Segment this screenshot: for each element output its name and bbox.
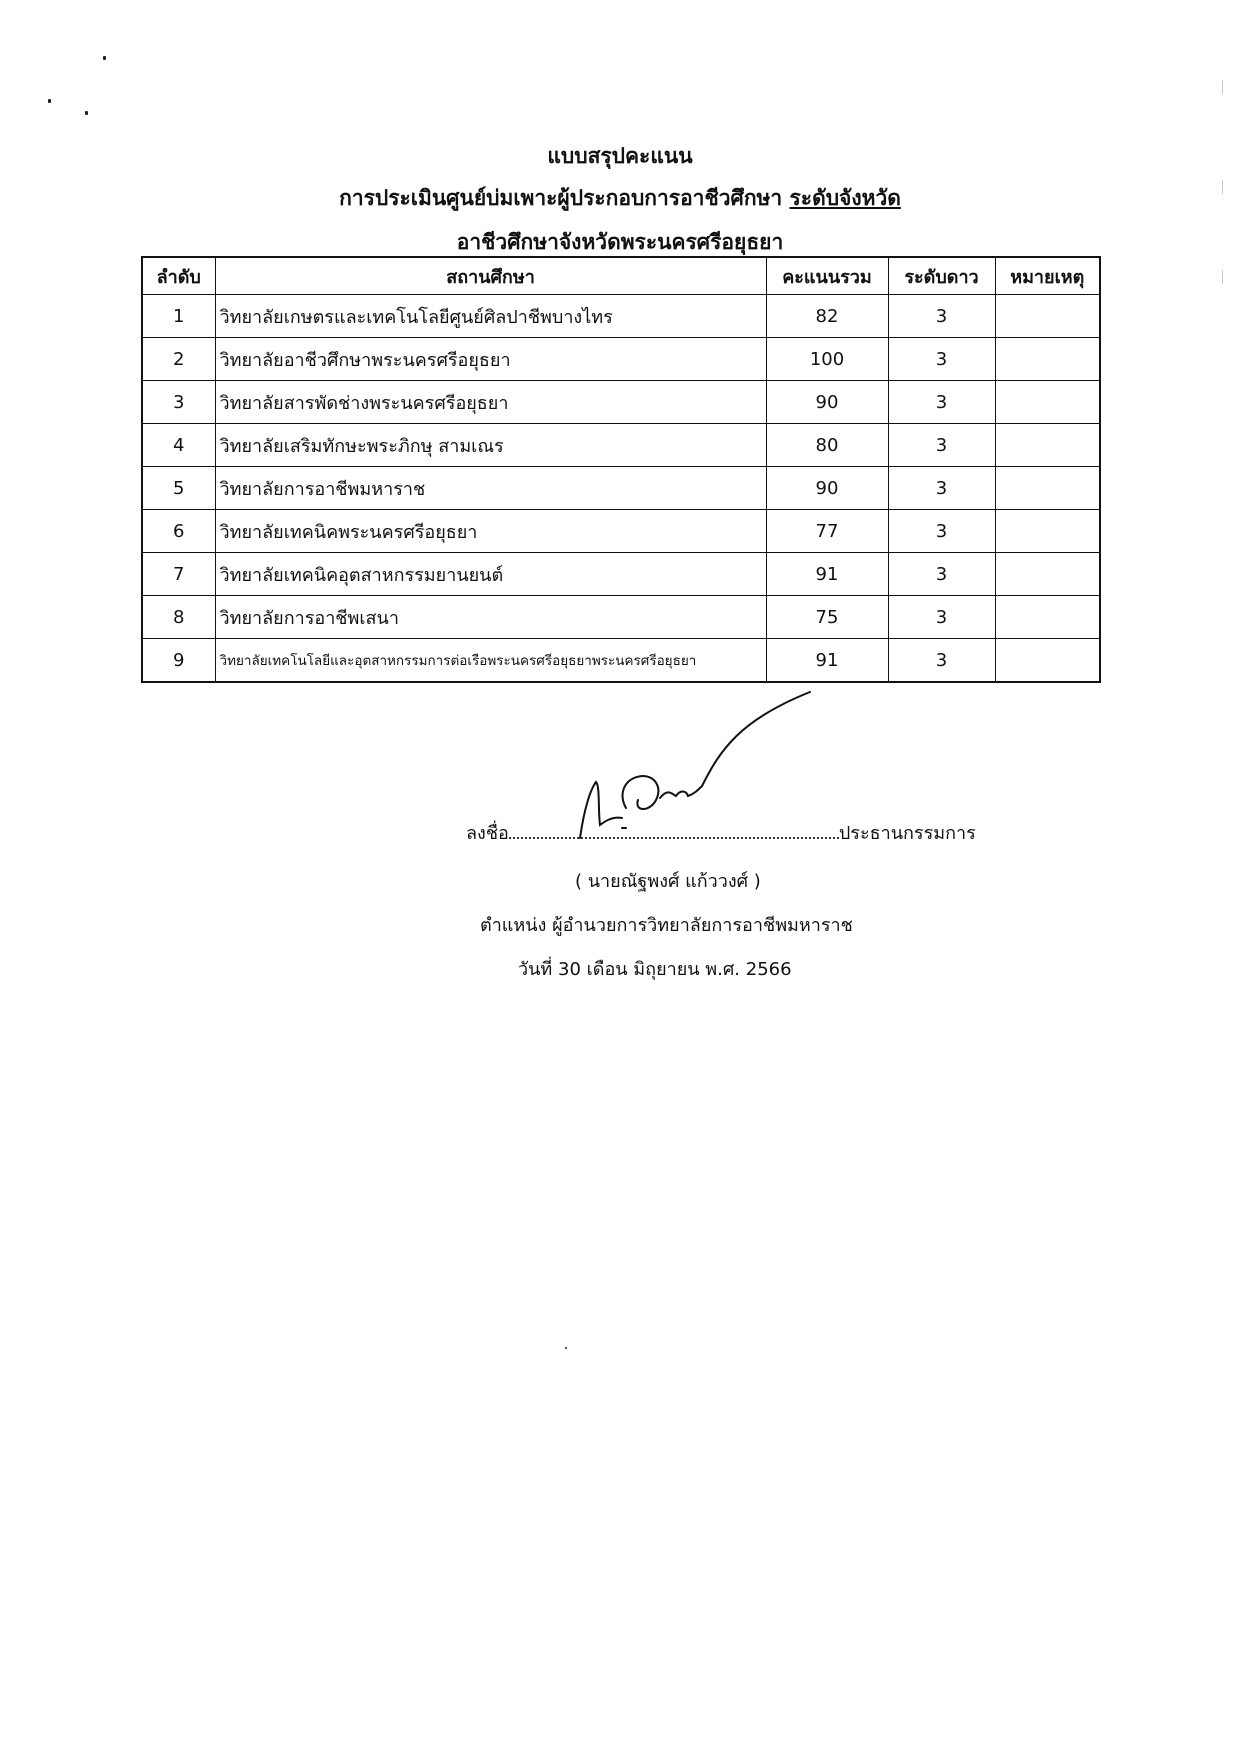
row-stars: 3 bbox=[888, 338, 995, 381]
sign-suffix: ประธานกรรมการ bbox=[838, 823, 976, 844]
score-table bbox=[141, 256, 1101, 683]
row-stars: 3 bbox=[888, 639, 995, 683]
row-stars: 3 bbox=[888, 467, 995, 510]
row-remark bbox=[995, 467, 1100, 510]
document-subtitle bbox=[0, 182, 1240, 215]
header-score: คะแนนรวม bbox=[766, 257, 888, 295]
table-header-row bbox=[142, 257, 1100, 295]
row-remark bbox=[995, 424, 1100, 467]
table-row bbox=[142, 381, 1100, 424]
row-score: 90 bbox=[766, 381, 888, 424]
row-stars: 3 bbox=[888, 424, 995, 467]
scan-speck bbox=[103, 56, 106, 60]
row-remark bbox=[995, 338, 1100, 381]
row-school: วิทยาลัยอาชีวศึกษาพระนครศรีอยุธยา bbox=[215, 338, 766, 381]
row-school: วิทยาลัยเสริมทักษะพระภิกษุ สามเณร bbox=[215, 424, 766, 467]
row-remark bbox=[995, 381, 1100, 424]
row-school: วิทยาลัยเทคนิคพระนครศรีอยุธยา bbox=[215, 510, 766, 553]
sign-prefix: ลงชื่อ bbox=[466, 823, 509, 844]
scan-edge-mark bbox=[1222, 270, 1223, 284]
row-no: 1 bbox=[142, 295, 215, 338]
table-row bbox=[142, 510, 1100, 553]
header-stars: ระดับดาว bbox=[888, 257, 995, 295]
table-row bbox=[142, 467, 1100, 510]
header-no: ลำดับ bbox=[142, 257, 215, 295]
row-school: วิทยาลัยเทคโนโลยีและอุตสาหกรรมการต่อเรือพระนครศรีอยุธยาพระนครศรีอยุธยา bbox=[215, 639, 766, 683]
row-school: วิทยาลัยเทคนิคอุตสาหกรรมยานยนต์ bbox=[215, 553, 766, 596]
subtitle-main: การประเมินศูนย์บ่มเพาะผู้ประกอบการอาชีวศึกษา bbox=[339, 186, 790, 210]
row-stars: 3 bbox=[888, 295, 995, 338]
row-no: 5 bbox=[142, 467, 215, 510]
row-no: 9 bbox=[142, 639, 215, 683]
table-row bbox=[142, 639, 1100, 683]
row-score: 91 bbox=[766, 639, 888, 683]
row-no: 3 bbox=[142, 381, 215, 424]
row-remark bbox=[995, 295, 1100, 338]
signer-name: ( นายณัฐพงศ์ แก้ววงศ์ ) bbox=[575, 871, 761, 892]
row-school: วิทยาลัยการอาชีพเสนา bbox=[215, 596, 766, 639]
row-school: วิทยาลัยสารพัดช่างพระนครศรีอยุธยา bbox=[215, 381, 766, 424]
table-row bbox=[142, 596, 1100, 639]
row-remark bbox=[995, 553, 1100, 596]
table-row bbox=[142, 338, 1100, 381]
header-school: สถานศึกษา bbox=[215, 257, 766, 295]
row-score: 77 bbox=[766, 510, 888, 553]
signature-dotted-line bbox=[509, 821, 839, 839]
row-score: 90 bbox=[766, 467, 888, 510]
row-school: วิทยาลัยเกษตรและเทคโนโลยีศูนย์ศิลปาชีพบางไทร bbox=[215, 295, 766, 338]
row-no: 7 bbox=[142, 553, 215, 596]
row-no: 4 bbox=[142, 424, 215, 467]
scan-speck bbox=[85, 111, 88, 115]
table-row bbox=[142, 424, 1100, 467]
subtitle-level: ระดับจังหวัด bbox=[789, 186, 901, 210]
row-stars: 3 bbox=[888, 510, 995, 553]
document-title: แบบสรุปคะแนน bbox=[547, 144, 693, 168]
row-score: 80 bbox=[766, 424, 888, 467]
signer-position: ตำแหน่ง ผู้อำนวยการวิทยาลัยการอาชีพมหาราช bbox=[480, 915, 853, 936]
row-no: 2 bbox=[142, 338, 215, 381]
row-score: 82 bbox=[766, 295, 888, 338]
row-no: 6 bbox=[142, 510, 215, 553]
row-stars: 3 bbox=[888, 596, 995, 639]
row-stars: 3 bbox=[888, 553, 995, 596]
sign-date: วันที่ 30 เดือน มิถุยายน พ.ศ. 2566 bbox=[518, 959, 792, 980]
document-organization: อาชีวศึกษาจังหวัดพระนครศรีอยุธยา bbox=[456, 230, 784, 254]
row-remark bbox=[995, 596, 1100, 639]
row-remark bbox=[995, 510, 1100, 553]
table-row bbox=[142, 295, 1100, 338]
row-score: 75 bbox=[766, 596, 888, 639]
row-score: 100 bbox=[766, 338, 888, 381]
row-stars: 3 bbox=[888, 381, 995, 424]
header-remark: หมายเหตุ bbox=[995, 257, 1100, 295]
signature-line bbox=[466, 818, 976, 847]
scan-edge-mark bbox=[1222, 80, 1223, 94]
row-school: วิทยาลัยการอาชีพมหาราช bbox=[215, 467, 766, 510]
table-row bbox=[142, 553, 1100, 596]
row-no: 8 bbox=[142, 596, 215, 639]
row-score: 91 bbox=[766, 553, 888, 596]
scan-speck bbox=[48, 99, 51, 103]
row-remark bbox=[995, 639, 1100, 683]
scan-speck bbox=[565, 1347, 567, 1349]
